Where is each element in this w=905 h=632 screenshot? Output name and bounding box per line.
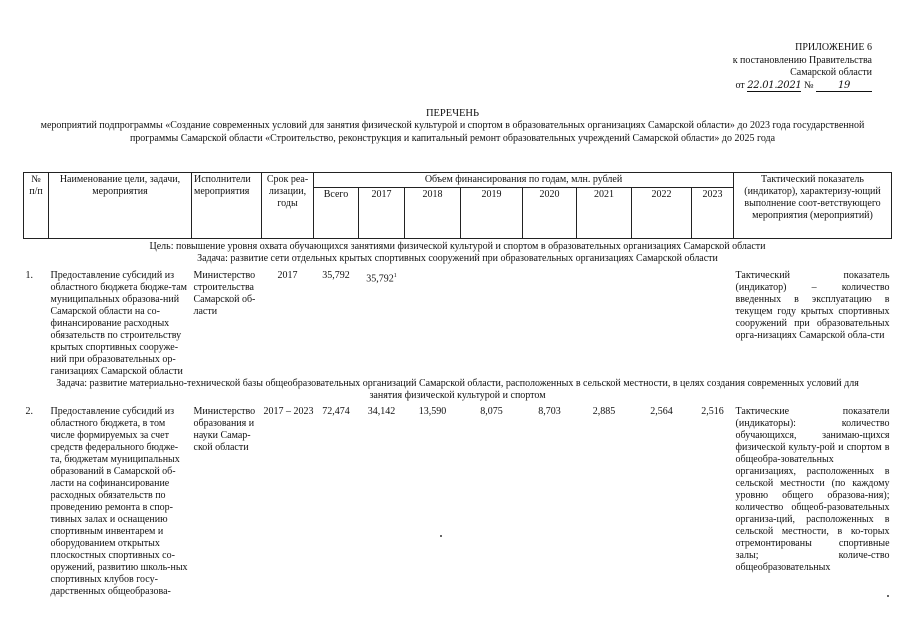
header-year-2022: 2022 — [632, 188, 692, 239]
row-executor: Министерство образования и науки Самар-ской области — [193, 406, 256, 453]
footnote-mark: 1 — [393, 273, 397, 279]
header-year-2017: 2017 — [359, 188, 405, 239]
row-y2022: 2,564 — [650, 406, 673, 417]
scan-speck — [887, 595, 889, 597]
row-y2019 — [461, 265, 523, 378]
handwritten-number: 19 — [816, 81, 872, 92]
header-year-2019: 2019 — [461, 188, 523, 239]
header-num: № п/п — [24, 173, 49, 239]
header-year-2020: 2020 — [523, 188, 577, 239]
header-year-2021: 2021 — [577, 188, 632, 239]
row-y2018: 13,590 — [418, 406, 447, 417]
appendix-subtitle: к постановлению Правительства — [732, 54, 872, 66]
appendix-title: ПРИЛОЖЕНИЕ 6 — [795, 42, 872, 53]
row-y2023 — [692, 265, 734, 378]
appendix-date-line — [672, 80, 872, 93]
row-y2020: 8,703 — [538, 406, 561, 417]
row-y2020 — [523, 265, 577, 378]
document-title: ПЕРЕЧЕНЬ — [425, 108, 480, 119]
row-name: Предоставление субсидий из областного бюджета, в том числе формируемых за счет средств федерального бюдже-та, бюджетам муниципальных образований в Самарской об-ласти на софинансирование расходных обязательств по проведению ремонта в спор-тивных залах и оснащению спортивным инвентарем и оборудованием открытых плоскостных спортивных со-оружений, развитию школь-ных спортивных клубов госу-дарственных общеобразова- — [50, 406, 188, 597]
header-executor: Исполнители мероприятия — [192, 173, 262, 239]
table-row — [24, 265, 892, 378]
document-subtitle: мероприятий подпрограммы «Создание современных условий для занятия физической культурой и спортом в образовательных организациях Самарской области» до 2023 года государственной программы Самарской области «Строительство, реконструкция и капитальный ремонт образовательных учреждений Самарской области» до 2025 года — [40, 120, 865, 144]
date-prefix: от — [735, 79, 745, 91]
row-y2017: 35,792 — [366, 273, 394, 285]
activities-table — [23, 172, 892, 598]
row-indicator: Тактический показатель (индикатор) – количество введенных в эксплуатацию в текущем году крытых спортивных сооружений при образовательных орга-низациях Самарской обла-сти — [735, 270, 890, 341]
appendix-block — [672, 42, 872, 92]
header-indicator: Тактический показатель (индикатор), характеризу-ющий выполнение соот-ветствующего мероприятия (мероприятий) — [734, 173, 892, 239]
row-num: 2. — [25, 406, 33, 417]
row-indicator: Тактические показатели (индикаторы): количество обучающихся, занимаю-щихся физической культу-рой и спортом в общеобра-зовательных организациях, расположенных в сельской местности (по каждому уровню общего образова-ния); количество общеоб-разовательных организа-ций, расположенных в сельской местности, в ко-торых отремонтированы спортивные залы; количе-ство общеобразовательных — [735, 406, 890, 573]
row-y2018 — [405, 265, 461, 378]
number-prefix: № — [803, 79, 814, 91]
appendix-region: Самарской области — [790, 67, 872, 78]
header-name: Наименование цели, задачи, мероприятия — [49, 173, 192, 239]
header-total: Всего — [314, 188, 359, 239]
header-year-2018: 2018 — [405, 188, 461, 239]
row-y2021 — [577, 265, 632, 378]
header-funding: Объем финансирования по годам, млн. рублей — [314, 173, 734, 188]
row-total: 72,474 — [322, 406, 350, 417]
table-row — [24, 402, 892, 598]
header-year-2023: 2023 — [692, 188, 734, 239]
row-term: 2017 – 2023 — [263, 406, 314, 417]
row-y2021: 2,885 — [592, 406, 616, 417]
row-num: 1. — [25, 270, 33, 281]
row-name: Предоставление субсидий из областного бюджета бюдже-там муниципальных образова-ний Самарской области на со-финансирование расходных обязательств по строительству крытых спортивных сооруже-ний при образовательных ор-ганизациях Самарской области — [50, 270, 188, 377]
goal-row: Цель: повышение уровня охвата обучающихся занятиями физической культурой и спортом в образовательных организациях Самарской области — [149, 241, 766, 252]
row-y2023: 2,516 — [701, 406, 724, 417]
row-executor: Министерство строительства Самарской об-ласти — [193, 270, 256, 317]
row-y2019: 8,075 — [480, 406, 503, 417]
task-row-2: Задача: развитие материально-технической базы общеобразовательных организаций Самарской области, расположенных в сельской местности, в целях создания современных условий для занятия физической культурой и спортом — [56, 378, 859, 401]
scan-speck — [440, 535, 442, 537]
row-total: 35,792 — [322, 270, 350, 281]
row-y2017-cell — [359, 265, 405, 378]
row-term: 2017 — [277, 270, 298, 281]
row-y2017: 34,142 — [367, 406, 396, 417]
header-term: Срок реа-лизации, годы — [262, 173, 314, 239]
row-y2022 — [632, 265, 692, 378]
task-row-1: Задача: развитие сети отдельных крытых спортивных сооружений при образовательных организациях Самарской области — [197, 253, 718, 264]
handwritten-date: 22.01.2021 — [747, 79, 802, 91]
